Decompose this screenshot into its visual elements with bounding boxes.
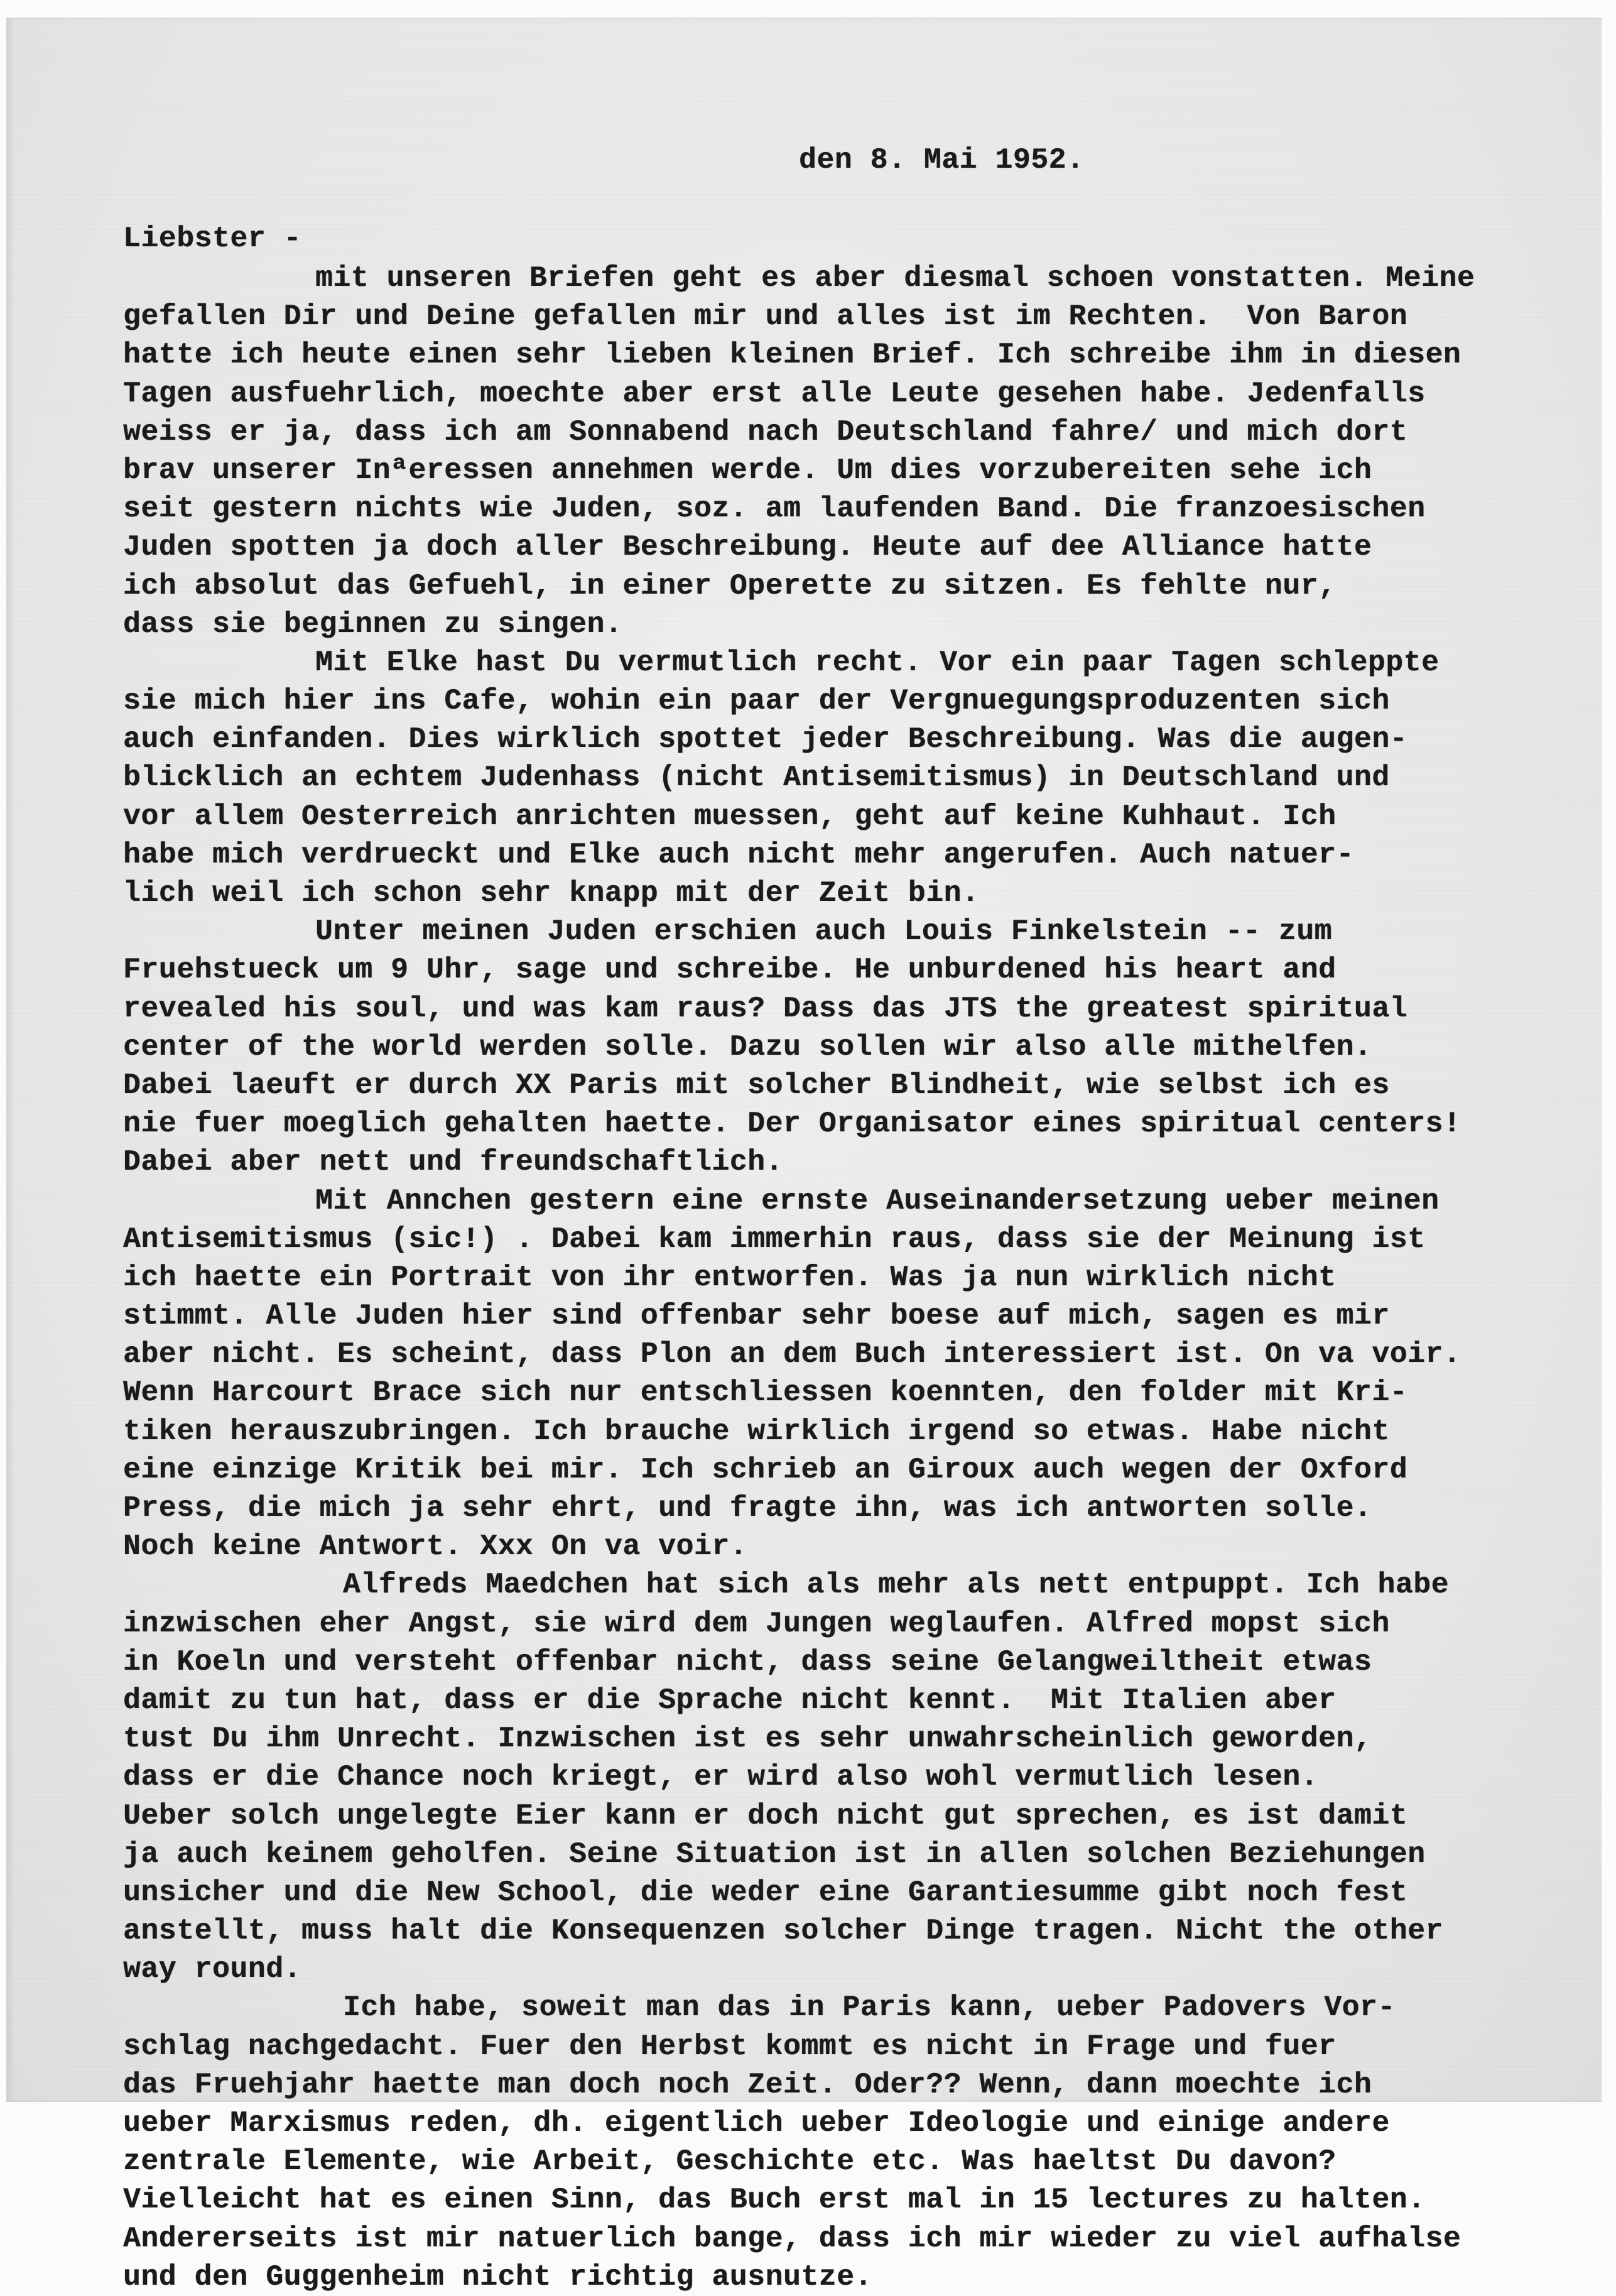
letter-line: damit zu tun hat, dass er die Sprache nicht kennt. Mit Italien aber	[123, 1683, 1337, 1717]
letter-line: mit unseren Briefen geht es aber diesmal schoen vonstatten. Meine	[315, 261, 1475, 295]
letter-line: center of the world werden solle. Dazu sollen wir also alle mithelfen.	[123, 1030, 1372, 1064]
letter-line: in Koeln und versteht offenbar nicht, dass seine Gelangweiltheit etwas	[123, 1645, 1372, 1678]
letter-line: zentrale Elemente, wie Arbeit, Geschichte etc. Was haeltst Du davon?	[123, 2145, 1337, 2179]
letter-line: Juden spotten ja doch aller Beschreibung. Heute auf dee Alliance hatte	[123, 530, 1372, 564]
letter-line: Andererseits ist mir natuerlich bange, dass ich mir wieder zu viel aufhalse	[123, 2221, 1461, 2255]
letter-line: weiss er ja, dass ich am Sonnabend nach Deutschland fahre/ und mich dort	[123, 415, 1408, 449]
letter-line: Dabei aber nett und freundschaftlich.	[123, 1145, 783, 1179]
letter-line: brav unserer Inªeressen annehmen werde. Um dies vorzubereiten sehe ich	[123, 453, 1372, 487]
letter-line: hatte ich heute einen sehr lieben kleinen Brief. Ich schreibe ihm in diesen	[123, 338, 1461, 372]
letter-line: way round.	[123, 1952, 302, 1986]
letter-line: dass sie beginnen zu singen.	[123, 607, 623, 641]
letter-line: dass er die Chance noch kriegt, er wird also wohl vermutlich lesen.	[123, 1760, 1319, 1794]
letter-line: Antisemitismus (sic!) . Dabei kam immerhin raus, dass sie der Meinung ist	[123, 1222, 1426, 1256]
letter-line: Unter meinen Juden erschien auch Louis Finkelstein -- zum	[315, 915, 1333, 949]
letter-body	[123, 259, 1475, 2296]
letter-line: ja auch keinem geholfen. Seine Situation ist in allen solchen Beziehungen	[123, 1837, 1426, 1871]
letter-line: inzwischen eher Angst, sie wird dem Jungen weglaufen. Alfred mopst sich	[123, 1606, 1390, 1640]
letter-line: Tagen ausfuehrlich, moechte aber erst alle Leute gesehen habe. Jedenfalls	[123, 376, 1426, 410]
letter-line: und den Guggenheim nicht richtig ausnutze.	[123, 2260, 872, 2293]
letter-line: habe mich verdrueckt und Elke auch nicht mehr angerufen. Auch natuer-	[123, 837, 1354, 871]
letter-line: nie fuer moeglich gehalten haette. Der Organisator eines spiritual centers!	[123, 1107, 1461, 1141]
letter-line: Fruehstueck um 9 Uhr, sage und schreibe. He unburdened his heart and	[123, 953, 1337, 987]
letter-line: lich weil ich schon sehr knapp mit der Zeit bin.	[123, 876, 980, 910]
letter-line: ich haette ein Portrait von ihr entworfen. Was ja nun wirklich nicht	[123, 1260, 1337, 1294]
letter-line: Noch keine Antwort. Xxx On va voir.	[123, 1530, 748, 1564]
letter-line: Dabei laeuft er durch XX Paris mit solcher Blindheit, wie selbst ich es	[123, 1068, 1390, 1102]
letter-line: das Fruehjahr haette man doch noch Zeit. Oder?? Wenn, dann moechte ich	[123, 2067, 1372, 2101]
letter-line: seit gestern nichts wie Juden, soz. am laufenden Band. Die franzoesischen	[123, 492, 1426, 526]
letter-line: tiken herauszubringen. Ich brauche wirklich irgend so etwas. Habe nicht	[123, 1414, 1390, 1448]
letter-line: Press, die mich ja sehr ehrt, und fragte ihn, was ich antworten solle.	[123, 1491, 1372, 1525]
letter-line: Vielleicht hat es einen Sinn, das Buch erst mal in 15 lectures zu halten.	[123, 2183, 1426, 2217]
letter-line: eine einzige Kritik bei mir. Ich schrieb an Giroux auch wegen der Oxford	[123, 1452, 1408, 1486]
letter-line: ich absolut das Gefuehl, in einer Operette zu sitzen. Es fehlte nur,	[123, 569, 1337, 602]
letter-line: auch einfanden. Dies wirklich spottet jeder Beschreibung. Was die augen-	[123, 722, 1408, 756]
letter-line: aber nicht. Es scheint, dass Plon an dem Buch interessiert ist. On va voir.	[123, 1337, 1461, 1371]
letter-line: anstellt, muss halt die Konsequenzen solcher Dinge tragen. Nicht the other	[123, 1914, 1443, 1948]
letter-date: den 8. Mai 1952.	[799, 143, 1085, 177]
letter-line: ueber Marxismus reden, dh. eigentlich ueber Ideologie und einige andere	[123, 2106, 1390, 2140]
typewritten-letter-page	[6, 18, 1602, 2293]
letter-line: Ueber solch ungelegte Eier kann er doch nicht gut sprechen, es ist damit	[123, 1798, 1408, 1832]
letter-line: stimmt. Alle Juden hier sind offenbar sehr boese auf mich, sagen es mir	[123, 1299, 1390, 1333]
letter-line: schlag nachgedacht. Fuer den Herbst kommt es nicht in Frage und fuer	[123, 2029, 1337, 2063]
letter-line: vor allem Oesterreich anrichten muessen, geht auf keine Kuhhaut. Ich	[123, 799, 1337, 833]
letter-line: blicklich an echtem Judenhass (nicht Antisemitismus) in Deutschland und	[123, 761, 1390, 795]
letter-line: sie mich hier ins Cafe, wohin ein paar der Vergnuegungsproduzenten sich	[123, 684, 1390, 718]
letter-line: Mit Annchen gestern eine ernste Auseinandersetzung ueber meinen	[315, 1183, 1440, 1217]
letter-line: unsicher und die New School, die weder eine Garantiesumme gibt noch fest	[123, 1875, 1408, 1909]
letter-line: tust Du ihm Unrecht. Inzwischen ist es sehr unwahrscheinlich geworden,	[123, 1722, 1372, 1756]
letter-line: Ich habe, soweit man das in Paris kann, ueber Padovers Vor-	[343, 1991, 1396, 2025]
letter-line: Alfreds Maedchen hat sich als mehr als nett entpuppt. Ich habe	[343, 1568, 1450, 1602]
letter-line: Wenn Harcourt Brace sich nur entschliessen koennten, den folder mit Kri-	[123, 1376, 1408, 1410]
letter-salutation: Liebster -	[123, 222, 302, 255]
letter-line: revealed his soul, und was kam raus? Dass das JTS the greatest spiritual	[123, 991, 1408, 1025]
letter-line: gefallen Dir und Deine gefallen mir und alles ist im Rechten. Von Baron	[123, 300, 1408, 334]
letter-line: Mit Elke hast Du vermutlich recht. Vor ein paar Tagen schleppte	[315, 645, 1440, 679]
